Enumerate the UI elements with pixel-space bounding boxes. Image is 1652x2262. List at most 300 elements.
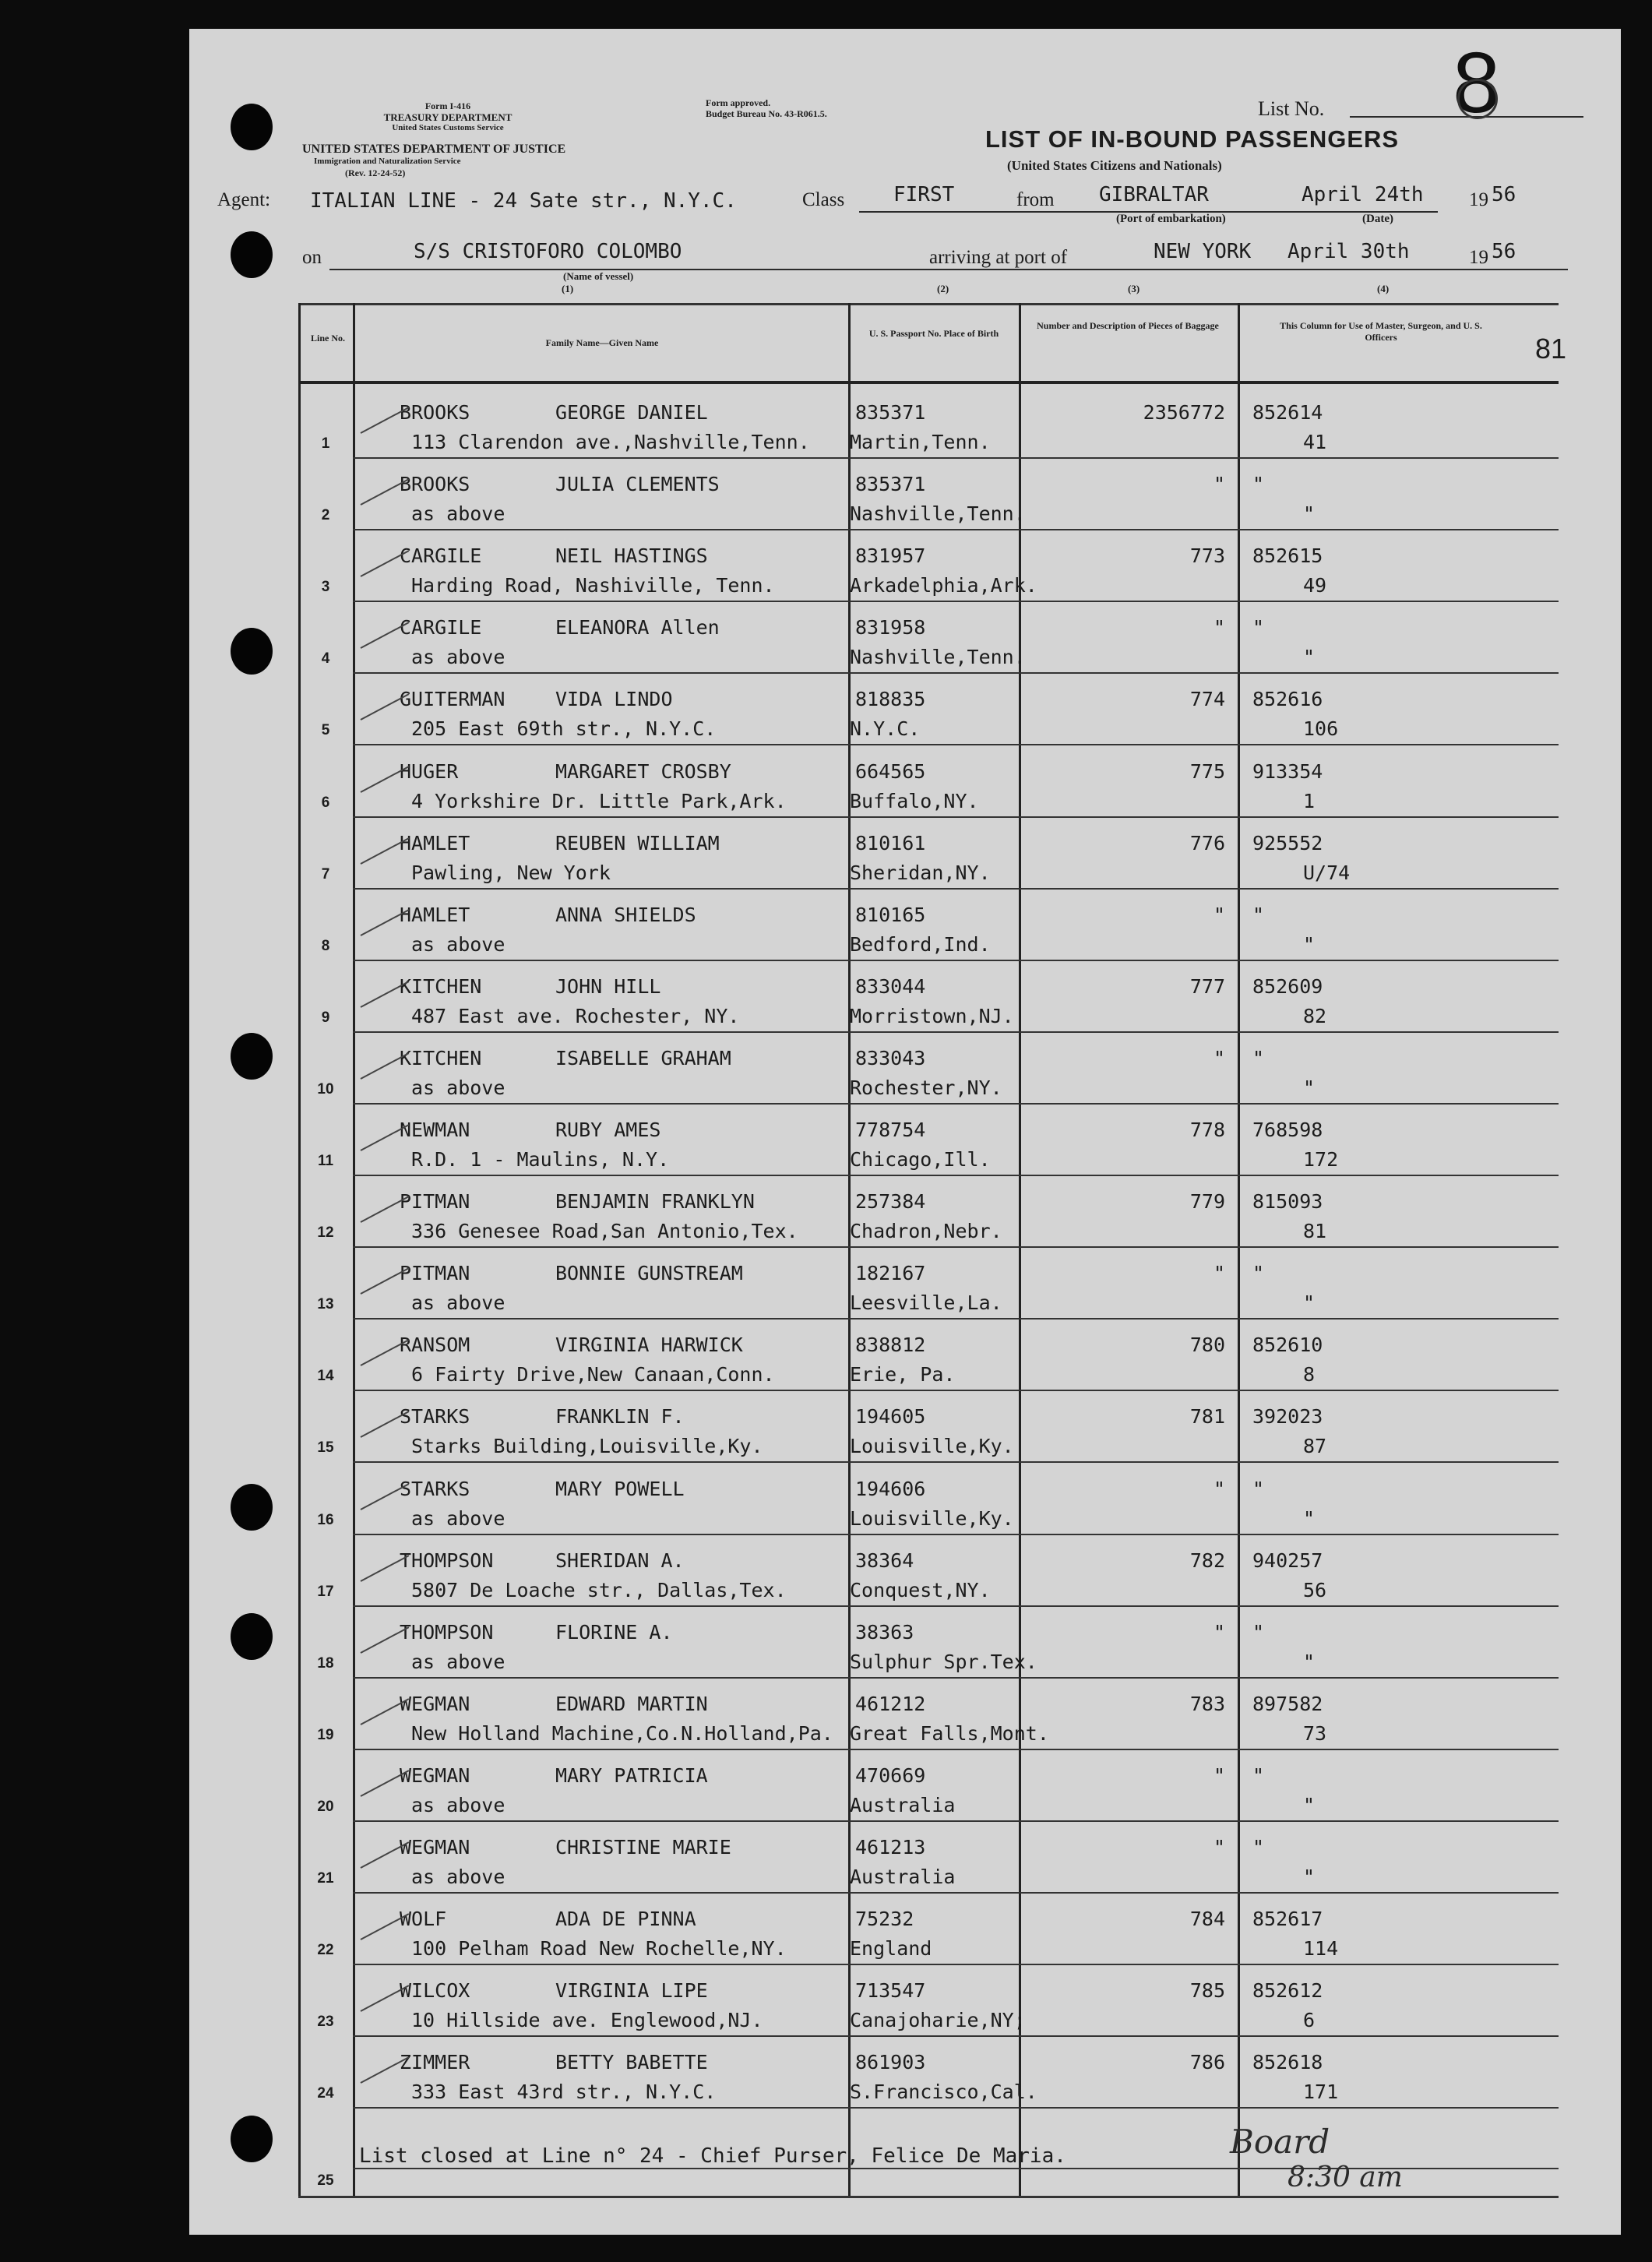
officer-entry-2: 81 bbox=[1303, 1220, 1327, 1243]
officer-entry-2: 82 bbox=[1303, 1004, 1327, 1027]
page-number: 81 bbox=[1535, 333, 1567, 365]
officer-entry-1: " bbox=[1252, 616, 1265, 639]
col-header-name: Family Name—Given Name bbox=[545, 337, 659, 348]
punch-hole-1 bbox=[231, 104, 273, 150]
baggage-count: 774 bbox=[1189, 688, 1225, 711]
table-row bbox=[189, 890, 1621, 961]
place-of-birth: Chicago,Ill. bbox=[850, 1148, 991, 1171]
passenger-given-name: CHRISTINE MARIE bbox=[555, 1836, 731, 1859]
place-of-birth: Louisville,Ky. bbox=[850, 1506, 1014, 1530]
table-row bbox=[189, 602, 1621, 674]
passenger-family-name: GUITERMAN bbox=[400, 688, 505, 711]
passenger-address: 10 Hillside ave. Englewood,NJ. bbox=[411, 2009, 763, 2032]
officer-entry-1: 897582 bbox=[1252, 1692, 1323, 1715]
passenger-given-name: VIRGINIA HARWICK bbox=[555, 1334, 743, 1357]
baggage-count: 786 bbox=[1189, 2051, 1225, 2074]
line-number: 19 bbox=[317, 1726, 334, 1743]
place-of-birth: Sulphur Spr.Tex. bbox=[850, 1650, 1037, 1673]
passenger-given-name: BETTY BABETTE bbox=[555, 2051, 708, 2074]
row-divider bbox=[353, 2107, 1559, 2109]
passenger-given-name: RUBY AMES bbox=[555, 1119, 661, 1141]
passenger-family-name: WEGMAN bbox=[400, 1763, 470, 1787]
passenger-given-name: MARGARET CROSBY bbox=[555, 759, 731, 783]
officer-entry-1: 852616 bbox=[1252, 688, 1323, 711]
passport-number: 831957 bbox=[855, 544, 926, 568]
form-revision: (Rev. 12-24-52) bbox=[345, 167, 406, 178]
passenger-family-name: HAMLET bbox=[400, 903, 470, 926]
officer-entry-1: 815093 bbox=[1252, 1190, 1323, 1214]
passenger-address: Harding Road, Nashiville, Tenn. bbox=[411, 574, 775, 597]
punch-hole-5 bbox=[231, 1484, 273, 1531]
baggage-count: 782 bbox=[1189, 1549, 1225, 1572]
place-of-birth: Chadron,Nebr. bbox=[850, 1220, 1002, 1243]
table-row bbox=[189, 1248, 1621, 1320]
passenger-family-name: BROOKS bbox=[400, 401, 470, 424]
officer-entry-2: 8 bbox=[1303, 1363, 1316, 1386]
officer-entry-2: 172 bbox=[1303, 1148, 1339, 1171]
officer-entry-1: " bbox=[1252, 903, 1265, 926]
passenger-family-name: RANSOM bbox=[400, 1334, 470, 1357]
officer-entry-2: 114 bbox=[1303, 1937, 1339, 1961]
passport-number: 861903 bbox=[855, 2051, 926, 2074]
passenger-given-name: SHERIDAN A. bbox=[555, 1549, 685, 1572]
passenger-given-name: NEIL HASTINGS bbox=[555, 544, 708, 568]
place-of-birth: Rochester,NY. bbox=[850, 1076, 1002, 1099]
passport-number: 461213 bbox=[855, 1836, 926, 1859]
place-of-birth: Buffalo,NY. bbox=[850, 789, 979, 812]
table-row bbox=[189, 1391, 1621, 1463]
passport-number: 75232 bbox=[855, 1908, 914, 1931]
line-number: 2 bbox=[321, 507, 330, 524]
line-number: 5 bbox=[321, 722, 330, 739]
arrival-year-prefix: 19 bbox=[1469, 247, 1488, 268]
passenger-address: as above bbox=[411, 932, 505, 956]
form-approved: Form approved. bbox=[706, 97, 771, 108]
line-number: 17 bbox=[317, 1583, 334, 1600]
class-value: FIRST bbox=[893, 183, 955, 206]
passport-number: 470669 bbox=[855, 1763, 926, 1787]
baggage-count: 781 bbox=[1189, 1405, 1225, 1429]
table-row bbox=[189, 2037, 1621, 2109]
passenger-given-name: VIRGINIA LIPE bbox=[555, 1979, 708, 2003]
officer-entry-2: 73 bbox=[1303, 1721, 1327, 1745]
officer-entry-1: 925552 bbox=[1252, 831, 1323, 854]
passport-number: 182167 bbox=[855, 1262, 926, 1285]
passenger-given-name: MARY POWELL bbox=[555, 1477, 685, 1500]
baggage-count: 784 bbox=[1189, 1908, 1225, 1931]
line-number: 18 bbox=[317, 1654, 334, 1672]
table-row bbox=[189, 1535, 1621, 1607]
line-number-25: 25 bbox=[317, 2172, 334, 2189]
passenger-address: as above bbox=[411, 502, 505, 526]
passenger-family-name: WEGMAN bbox=[400, 1692, 470, 1715]
passenger-address: 5807 De Loache str., Dallas,Tex. bbox=[411, 1578, 787, 1601]
table-row bbox=[189, 1750, 1621, 1822]
page-title: LIST OF IN-BOUND PASSENGERS bbox=[985, 125, 1400, 153]
officer-entry-2: " bbox=[1303, 1506, 1316, 1530]
officer-entry-1: " bbox=[1252, 1046, 1265, 1069]
table-row bbox=[189, 1965, 1621, 2037]
arrival-year: 56 bbox=[1492, 240, 1516, 263]
place-of-birth: Leesville,La. bbox=[850, 1291, 1002, 1315]
passenger-given-name: MARY PATRICIA bbox=[555, 1763, 708, 1787]
table-row bbox=[189, 746, 1621, 818]
baggage-count: " bbox=[1213, 1763, 1225, 1787]
officer-entry-1: 940257 bbox=[1252, 1549, 1323, 1572]
passenger-family-name: PITMAN bbox=[400, 1190, 470, 1214]
officer-entry-1: 852612 bbox=[1252, 1979, 1323, 2003]
officer-entry-2: " bbox=[1303, 1793, 1316, 1816]
place-of-birth: England bbox=[850, 1937, 932, 1961]
from-label: from bbox=[1016, 189, 1055, 210]
col-header-line-no: Line No. bbox=[310, 333, 345, 344]
table-row bbox=[189, 1320, 1621, 1391]
baggage-count: " bbox=[1213, 903, 1225, 926]
col-header-baggage: Number and Description of Pieces of Baggage bbox=[1037, 320, 1219, 331]
passenger-family-name: HAMLET bbox=[400, 831, 470, 854]
line-number: 11 bbox=[317, 1153, 334, 1169]
passenger-given-name: REUBEN WILLIAM bbox=[555, 831, 720, 854]
passport-number: 778754 bbox=[855, 1119, 926, 1141]
treasury-department: TREASURY DEPARTMENT bbox=[383, 111, 513, 123]
passenger-address: New Holland Machine,Co.N.Holland,Pa. bbox=[411, 1721, 833, 1745]
officer-entry-1: 913354 bbox=[1252, 759, 1323, 783]
passenger-address: 4 Yorkshire Dr. Little Park,Ark. bbox=[411, 789, 787, 812]
document-page bbox=[189, 29, 1621, 2235]
passenger-family-name: THOMPSON bbox=[400, 1549, 494, 1572]
officer-entry-1: " bbox=[1252, 1836, 1265, 1859]
passenger-given-name: BENJAMIN FRANKLYN bbox=[555, 1190, 755, 1214]
table-row bbox=[189, 530, 1621, 602]
handwritten-board: Board bbox=[1230, 2123, 1330, 2161]
officer-entry-2: U/74 bbox=[1303, 861, 1351, 884]
passport-number: 833044 bbox=[855, 974, 926, 998]
passenger-family-name: KITCHEN bbox=[400, 974, 482, 998]
officer-entry-2: 6 bbox=[1303, 2009, 1316, 2032]
caption-2: (2) bbox=[937, 283, 949, 294]
departure-date: April 24th bbox=[1302, 183, 1424, 206]
ins-service: Immigration and Naturalization Service bbox=[314, 157, 461, 166]
place-of-birth: Erie, Pa. bbox=[850, 1363, 956, 1386]
passport-number: 835371 bbox=[855, 473, 926, 496]
passenger-given-name: BONNIE GUNSTREAM bbox=[555, 1262, 743, 1285]
passenger-given-name: VIDA LINDO bbox=[555, 688, 673, 711]
passenger-address: 113 Clarendon ave.,Nashville,Tenn. bbox=[411, 431, 810, 453]
officer-entry-1: 852617 bbox=[1252, 1908, 1323, 1931]
passenger-family-name: NEWMAN bbox=[400, 1119, 470, 1141]
line-number: 6 bbox=[321, 794, 330, 811]
officer-entry-2: 106 bbox=[1303, 717, 1339, 741]
arrival-port: NEW YORK bbox=[1154, 240, 1252, 263]
caption-1: (1) bbox=[562, 283, 574, 294]
baggage-count: " bbox=[1213, 1262, 1225, 1285]
officer-entry-2: " bbox=[1303, 932, 1316, 956]
table-row bbox=[189, 818, 1621, 890]
officer-entry-1: " bbox=[1252, 1262, 1265, 1285]
handwritten-time: 8:30 am bbox=[1287, 2162, 1403, 2193]
list-no-circle-mark bbox=[1457, 79, 1498, 119]
passenger-given-name: ISABELLE GRAHAM bbox=[555, 1046, 731, 1069]
officer-entry-2: 41 bbox=[1303, 431, 1327, 453]
officer-entry-2: 87 bbox=[1303, 1435, 1327, 1458]
arrival-underline bbox=[1116, 269, 1474, 270]
passport-number: 810161 bbox=[855, 831, 926, 854]
col2-underline bbox=[812, 269, 1116, 270]
officer-entry-1: 852618 bbox=[1252, 2051, 1323, 2074]
passenger-address: 205 East 69th str., N.Y.C. bbox=[411, 717, 717, 741]
officer-entry-2: " bbox=[1303, 646, 1316, 669]
on-label: on bbox=[302, 247, 322, 268]
passport-number: 38364 bbox=[855, 1549, 914, 1572]
passport-number: 713547 bbox=[855, 1979, 926, 2003]
passenger-family-name: BROOKS bbox=[400, 473, 470, 496]
table-row bbox=[189, 387, 1621, 459]
port-embarkation-caption: (Port of embarkation) bbox=[1116, 213, 1226, 225]
officer-entry-1: 852615 bbox=[1252, 544, 1323, 568]
baggage-count: 773 bbox=[1189, 544, 1225, 568]
passenger-given-name: ADA DE PINNA bbox=[555, 1908, 696, 1931]
table-row bbox=[189, 1679, 1621, 1750]
officer-entry-2: 1 bbox=[1303, 789, 1316, 812]
passenger-given-name: ANNA SHIELDS bbox=[555, 903, 696, 926]
table-header-bottom-border bbox=[298, 381, 1559, 384]
officer-entry-1: 852614 bbox=[1252, 401, 1323, 424]
list-no-label: List No. bbox=[1258, 97, 1325, 120]
officer-entry-1: " bbox=[1252, 1763, 1265, 1787]
col-header-officers: This Column for Use of Master, Surgeon, and U. S. Officers bbox=[1280, 320, 1482, 343]
passenger-address: as above bbox=[411, 1650, 505, 1673]
punch-hole-2 bbox=[231, 231, 273, 278]
baggage-count: 785 bbox=[1189, 1979, 1225, 2003]
passenger-address: as above bbox=[411, 1076, 505, 1099]
line-number: 13 bbox=[317, 1296, 334, 1313]
punch-hole-3 bbox=[231, 628, 273, 675]
passenger-family-name: CARGILE bbox=[400, 544, 482, 568]
passenger-family-name: STARKS bbox=[400, 1477, 470, 1500]
baggage-count: " bbox=[1213, 1620, 1225, 1644]
passenger-address: as above bbox=[411, 1866, 505, 1888]
place-of-birth: Louisville,Ky. bbox=[850, 1435, 1014, 1458]
passport-number: 818835 bbox=[855, 688, 926, 711]
baggage-count: " bbox=[1213, 1477, 1225, 1500]
table-row bbox=[189, 1176, 1621, 1248]
agent-value: ITALIAN LINE - 24 Sate str., N.Y.C. bbox=[310, 189, 737, 213]
line-number: 10 bbox=[317, 1080, 334, 1098]
place-of-birth: Great Falls,Mont. bbox=[850, 1721, 1049, 1745]
officer-entry-1: 852610 bbox=[1252, 1334, 1323, 1357]
place-of-birth: Australia bbox=[850, 1793, 956, 1816]
arrival-date: April 30th bbox=[1287, 240, 1410, 263]
officer-entry-2: " bbox=[1303, 1291, 1316, 1315]
passport-number: 810165 bbox=[855, 903, 926, 926]
officer-entry-1: 852609 bbox=[1252, 974, 1323, 998]
passenger-address: 336 Genesee Road,San Antonio,Tex. bbox=[411, 1220, 798, 1243]
place-of-birth: Nashville,Tenn. bbox=[850, 502, 1026, 526]
officer-entry-1: 392023 bbox=[1252, 1405, 1323, 1429]
place-of-birth: Arkadelphia,Ark. bbox=[850, 574, 1037, 597]
table-row bbox=[189, 1822, 1621, 1894]
line-number: 20 bbox=[317, 1798, 334, 1815]
justice-department: UNITED STATES DEPARTMENT OF JUSTICE bbox=[302, 143, 566, 156]
from-value: GIBRALTAR bbox=[1099, 183, 1209, 206]
vessel-value: S/S CRISTOFORO COLOMBO bbox=[414, 240, 682, 263]
passenger-family-name: HUGER bbox=[400, 759, 459, 783]
passport-number: 833043 bbox=[855, 1046, 926, 1069]
passenger-address: Pawling, New York bbox=[411, 861, 611, 884]
line-number: 12 bbox=[317, 1224, 334, 1242]
officer-entry-2: " bbox=[1303, 1650, 1316, 1673]
line-number: 16 bbox=[317, 1511, 334, 1528]
officer-entry-1: " bbox=[1252, 1477, 1265, 1500]
passenger-given-name: JOHN HILL bbox=[555, 974, 661, 998]
place-of-birth: Bedford,Ind. bbox=[850, 932, 991, 956]
passenger-given-name: FRANKLIN F. bbox=[555, 1405, 685, 1429]
caption-3: (3) bbox=[1128, 283, 1140, 294]
place-of-birth: Martin,Tenn. bbox=[850, 431, 991, 453]
officer-entry-2: " bbox=[1303, 502, 1316, 526]
year-underline bbox=[1467, 269, 1568, 270]
place-of-birth: Canajoharie,NY; bbox=[850, 2009, 1026, 2032]
table-row bbox=[189, 1105, 1621, 1176]
officer-entry-2: " bbox=[1303, 1866, 1316, 1888]
passenger-address: as above bbox=[411, 646, 505, 669]
date-caption: (Date) bbox=[1362, 213, 1393, 225]
customs-service: United States Customs Service bbox=[392, 123, 504, 132]
table-row bbox=[189, 459, 1621, 530]
line-number: 8 bbox=[321, 937, 330, 954]
passport-number: 194606 bbox=[855, 1477, 926, 1500]
baggage-count: 779 bbox=[1189, 1190, 1225, 1214]
line-number: 7 bbox=[321, 865, 330, 883]
officer-entry-1: " bbox=[1252, 1620, 1265, 1644]
passenger-address: as above bbox=[411, 1793, 505, 1816]
officer-entry-1: " bbox=[1252, 473, 1265, 496]
place-of-birth: Conquest,NY. bbox=[850, 1578, 991, 1601]
passenger-address: 6 Fairty Drive,New Canaan,Conn. bbox=[411, 1363, 775, 1386]
passport-number: 461212 bbox=[855, 1692, 926, 1715]
col-header-passport: U. S. Passport No. Place of Birth bbox=[868, 328, 999, 339]
passenger-given-name: ELEANORA Allen bbox=[555, 616, 720, 639]
table-top-border bbox=[298, 303, 1559, 305]
place-of-birth: Australia bbox=[850, 1866, 956, 1888]
line-number: 3 bbox=[321, 579, 330, 596]
baggage-count: " bbox=[1213, 616, 1225, 639]
officer-entry-2: 171 bbox=[1303, 2081, 1339, 2104]
passenger-family-name: CARGILE bbox=[400, 616, 482, 639]
baggage-count: 776 bbox=[1189, 831, 1225, 854]
place-of-birth: Morristown,NJ. bbox=[850, 1004, 1014, 1027]
baggage-count: 777 bbox=[1189, 974, 1225, 998]
table-row bbox=[189, 1607, 1621, 1679]
baggage-count: 775 bbox=[1189, 759, 1225, 783]
passenger-family-name: ZIMMER bbox=[400, 2051, 470, 2074]
agent-label: Agent: bbox=[217, 189, 271, 210]
passenger-family-name: THOMPSON bbox=[400, 1620, 494, 1644]
officer-entry-2: " bbox=[1303, 1076, 1316, 1099]
baggage-count: 778 bbox=[1189, 1119, 1225, 1141]
place-of-birth: S.Francisco,Cal. bbox=[850, 2081, 1037, 2104]
table-row bbox=[189, 1033, 1621, 1105]
line-number: 15 bbox=[317, 1439, 334, 1457]
passenger-family-name: STARKS bbox=[400, 1405, 470, 1429]
officer-entry-1: 768598 bbox=[1252, 1119, 1323, 1141]
passenger-given-name: FLORINE A. bbox=[555, 1620, 673, 1644]
list-no-value: 8 bbox=[1453, 35, 1501, 131]
officer-entry-2: 56 bbox=[1303, 1578, 1327, 1601]
line-number: 24 bbox=[317, 2085, 334, 2102]
passenger-family-name: WOLF bbox=[400, 1908, 447, 1931]
passenger-family-name: WILCOX bbox=[400, 1979, 470, 2003]
budget-bureau: Budget Bureau No. 43-R061.5. bbox=[706, 108, 827, 119]
passenger-address: 333 East 43rd str., N.Y.C. bbox=[411, 2081, 717, 2104]
table-bottom-border bbox=[298, 2196, 1559, 2198]
baggage-count: 783 bbox=[1189, 1692, 1225, 1715]
passenger-address: as above bbox=[411, 1291, 505, 1315]
passport-number: 257384 bbox=[855, 1190, 926, 1214]
passenger-given-name: EDWARD MARTIN bbox=[555, 1692, 708, 1715]
caption-4: (4) bbox=[1377, 283, 1390, 294]
line-number: 23 bbox=[317, 2014, 334, 2031]
baggage-count: " bbox=[1213, 1836, 1225, 1859]
passenger-address: 100 Pelham Road New Rochelle,NY. bbox=[411, 1937, 787, 1961]
departure-year-prefix: 19 bbox=[1469, 189, 1488, 210]
table-row bbox=[189, 961, 1621, 1033]
vessel-caption: (Name of vessel) bbox=[563, 270, 634, 282]
officer-entry-2: 49 bbox=[1303, 574, 1327, 597]
arriving-label: arriving at port of bbox=[929, 247, 1068, 268]
line-number: 14 bbox=[317, 1368, 334, 1385]
departure-year: 56 bbox=[1492, 183, 1516, 206]
passport-number: 38363 bbox=[855, 1620, 914, 1644]
passport-number: 194605 bbox=[855, 1405, 926, 1429]
baggage-count: 780 bbox=[1189, 1334, 1225, 1357]
place-of-birth: Sheridan,NY. bbox=[850, 861, 991, 884]
passport-number: 831958 bbox=[855, 616, 926, 639]
passenger-address: as above bbox=[411, 1506, 505, 1530]
punch-hole-4 bbox=[231, 1033, 273, 1080]
passport-number: 838812 bbox=[855, 1334, 926, 1357]
passenger-given-name: GEORGE DANIEL bbox=[555, 401, 708, 424]
punch-hole-7 bbox=[231, 2116, 273, 2162]
line-number: 21 bbox=[317, 1870, 334, 1887]
line-number: 4 bbox=[321, 650, 330, 668]
place-of-birth: Nashville,Tenn. bbox=[850, 646, 1026, 669]
passenger-address: R.D. 1 - Maulins, N.Y. bbox=[411, 1148, 670, 1171]
table-row bbox=[189, 674, 1621, 745]
line-number: 9 bbox=[321, 1009, 330, 1026]
punch-hole-6 bbox=[231, 1613, 273, 1660]
passenger-address: Starks Building,Louisville,Ky. bbox=[411, 1435, 763, 1458]
table-row bbox=[189, 1464, 1621, 1535]
passenger-family-name: KITCHEN bbox=[400, 1046, 482, 1069]
baggage-count: " bbox=[1213, 473, 1225, 496]
line-number: 22 bbox=[317, 1942, 334, 1959]
form-number: Form I-416 bbox=[424, 100, 471, 111]
place-of-birth: N.Y.C. bbox=[850, 717, 921, 741]
baggage-count: 2356772 bbox=[1143, 401, 1225, 424]
passport-number: 835371 bbox=[855, 401, 926, 424]
passport-number: 664565 bbox=[855, 759, 926, 783]
passenger-family-name: PITMAN bbox=[400, 1262, 470, 1285]
line-number: 1 bbox=[321, 435, 330, 452]
baggage-count: " bbox=[1213, 1046, 1225, 1069]
class-label: Class bbox=[802, 189, 845, 210]
passenger-address: 487 East ave. Rochester, NY. bbox=[411, 1004, 740, 1027]
page-subtitle: (United States Citizens and Nationals) bbox=[1007, 158, 1222, 173]
passenger-family-name: WEGMAN bbox=[400, 1836, 470, 1859]
table-row bbox=[189, 1894, 1621, 1965]
closing-note: List closed at Line n° 24 - Chief Purser, Felice De Maria. bbox=[359, 2144, 1066, 2168]
